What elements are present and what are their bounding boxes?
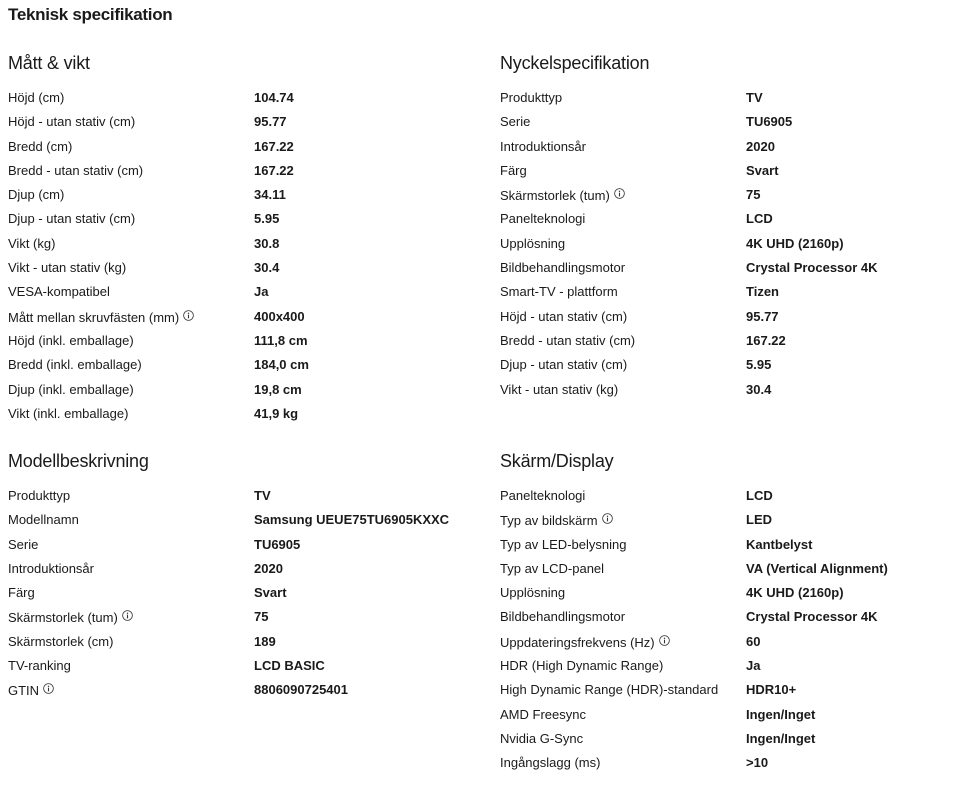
spec-label [8, 159, 143, 183]
spec-value: LED [746, 512, 772, 528]
spec-label-text: Bildbehandlingsmotor [500, 609, 626, 625]
spec-label-text: Nvidia G-Sync [500, 730, 584, 746]
spec-value: Crystal Processor 4K [746, 260, 878, 276]
spec-row [8, 110, 468, 134]
spec-row [500, 207, 950, 231]
spec-row [500, 86, 950, 110]
spec-row [500, 183, 950, 207]
info-icon[interactable] [602, 508, 613, 519]
spec-value: 5.95 [746, 357, 772, 373]
spec-label-text: Vikt (kg) [8, 235, 56, 251]
page-title: Teknisk specifikation [8, 5, 173, 24]
spec-label-text: Skärmstorlek (tum) [8, 610, 118, 626]
spec-label [8, 557, 94, 581]
spec-value: Ja [254, 284, 269, 300]
spec-label-text: Serie [500, 114, 531, 130]
spec-value: 95.77 [254, 114, 287, 130]
info-icon[interactable] [659, 630, 670, 641]
spec-row [8, 402, 468, 426]
spec-label [500, 256, 625, 280]
spec-label [8, 484, 70, 508]
spec-label [8, 86, 64, 110]
spec-value: Ingen/Inget [746, 730, 816, 746]
spec-value: 400x400 [254, 308, 305, 324]
spec-label-text: Introduktionsår [8, 560, 94, 576]
spec-label [500, 678, 718, 702]
spec-label-text: Upplösning [500, 585, 566, 601]
spec-row [8, 305, 468, 329]
spec-value: 8806090725401 [254, 682, 348, 698]
spec-label-text: Skärmstorlek (cm) [8, 633, 114, 649]
section-title: Modellbeskrivning [8, 451, 149, 471]
spec-row [500, 305, 950, 329]
spec-value: 167.22 [746, 332, 786, 348]
spec-label-text: Höjd (cm) [8, 90, 65, 105]
spec-value: Kantbelyst [746, 536, 813, 552]
spec-label [500, 378, 618, 402]
spec-label [8, 329, 134, 353]
spec-label-text: GTIN [8, 683, 40, 699]
spec-row [8, 678, 468, 702]
spec-value: Samsung UEUE75TU6905KXXC [254, 512, 450, 528]
spec-row [8, 280, 468, 304]
spec-label-text: Produkttyp [8, 488, 71, 503]
spec-label [500, 135, 586, 159]
spec-value: 4K UHD (2160p) [746, 585, 844, 601]
spec-row [500, 508, 950, 532]
spec-row [500, 581, 950, 605]
info-icon[interactable] [614, 183, 625, 194]
spec-label-text: Djup (cm) [8, 187, 65, 203]
spec-label-text: Bredd - utan stativ (cm) [8, 162, 144, 178]
spec-label [500, 207, 585, 231]
spec-label-text: Produkttyp [500, 90, 563, 105]
spec-label-text: Färg [8, 585, 35, 601]
spec-value: LCD [746, 211, 773, 227]
spec-label [8, 678, 54, 703]
spec-row [8, 378, 468, 402]
spec-row [500, 533, 950, 557]
spec-label-text: Djup (inkl. emballage) [8, 381, 134, 397]
spec-value: HDR10+ [746, 682, 797, 698]
spec-value: 167.22 [254, 138, 294, 154]
spec-label-text: VESA-kompatibel [8, 284, 110, 300]
spec-value: 111,8 cm [254, 332, 308, 348]
spec-label-text: Typ av LED-belysning [500, 536, 627, 552]
spec-value: TU6905 [254, 536, 301, 552]
spec-label [500, 232, 565, 256]
spec-row [500, 353, 950, 377]
spec-value: 184,0 cm [254, 357, 309, 373]
spec-row [8, 159, 468, 183]
spec-row [8, 135, 468, 159]
spec-value: 2020 [254, 560, 283, 576]
spec-row [8, 232, 468, 256]
spec-label [8, 110, 135, 134]
spec-label-text: Typ av LCD-panel [500, 560, 605, 576]
spec-label-text: Bredd - utan stativ (cm) [500, 332, 636, 348]
spec-label [8, 605, 133, 630]
spec-label [500, 86, 562, 110]
spec-label-text: Höjd (inkl. emballage) [8, 332, 134, 348]
spec-row [500, 256, 950, 280]
spec-label [8, 256, 126, 280]
spec-value: >10 [746, 755, 769, 771]
spec-value: 2020 [746, 138, 775, 154]
section-title: Skärm/Display [500, 451, 614, 471]
spec-label-text: Typ av bildskärm [500, 513, 598, 529]
spec-label [500, 654, 663, 678]
spec-row [8, 581, 468, 605]
spec-row [500, 484, 950, 508]
spec-label-text: Panelteknologi [500, 488, 586, 503]
spec-label-text: Serie [8, 536, 39, 552]
spec-row [8, 508, 468, 532]
spec-label-text: Skärmstorlek (tum) [500, 188, 610, 204]
spec-label [500, 630, 670, 655]
spec-row [500, 159, 950, 183]
spec-value: 30.8 [254, 235, 280, 251]
spec-row [500, 703, 950, 727]
spec-label-text: Djup - utan stativ (cm) [500, 357, 628, 373]
spec-label [8, 533, 38, 557]
spec-label-text: Vikt - utan stativ (kg) [8, 260, 127, 276]
spec-label [500, 484, 585, 508]
spec-label-text: Upplösning [500, 235, 566, 251]
spec-value: 95.77 [746, 308, 779, 324]
spec-list [500, 484, 950, 776]
spec-label [8, 402, 128, 426]
spec-value: TV [254, 488, 271, 503]
spec-value: TU6905 [746, 114, 793, 130]
spec-row [500, 232, 950, 256]
spec-label-text: Höjd - utan stativ (cm) [8, 114, 136, 130]
spec-label-text: Bredd (inkl. emballage) [8, 357, 142, 373]
spec-value: 167.22 [254, 162, 294, 178]
spec-label [8, 280, 110, 304]
spec-label-text: Introduktionsår [500, 138, 586, 154]
spec-row [8, 256, 468, 280]
info-icon[interactable] [122, 605, 133, 616]
spec-label [500, 508, 613, 533]
spec-row [500, 110, 950, 134]
spec-value: 75 [746, 187, 761, 203]
spec-label-text: High Dynamic Range (HDR)-standard [500, 682, 719, 698]
spec-row [500, 135, 950, 159]
spec-row [8, 183, 468, 207]
spec-value: Svart [746, 162, 779, 178]
section-title: Nyckelspecifikation [500, 53, 650, 73]
spec-row [500, 727, 950, 751]
spec-value: 19,8 cm [254, 381, 302, 397]
spec-row [500, 329, 950, 353]
spec-label [500, 751, 600, 775]
spec-label-text: TV-ranking [8, 658, 71, 674]
spec-value: 5.95 [254, 211, 280, 227]
spec-label-text: Mått mellan skruvfästen (mm) [8, 309, 180, 325]
section-matt-vikt [8, 49, 468, 426]
spec-row [500, 654, 950, 678]
spec-label-text: Bredd (cm) [8, 138, 73, 154]
spec-label [500, 533, 626, 557]
spec-label [8, 135, 72, 159]
spec-label [8, 353, 142, 377]
section-title: Mått & vikt [8, 53, 90, 73]
section-skarm-display [500, 447, 950, 776]
spec-row [8, 630, 468, 654]
spec-label-text: Smart-TV - plattform [500, 284, 618, 300]
spec-label-text: Panelteknologi [500, 211, 586, 227]
spec-value: 4K UHD (2160p) [746, 235, 844, 251]
spec-row [500, 557, 950, 581]
spec-label [8, 508, 79, 532]
spec-label-text: Höjd - utan stativ (cm) [500, 308, 628, 324]
spec-row [8, 329, 468, 353]
spec-label [500, 703, 586, 727]
spec-label [500, 727, 583, 751]
info-icon[interactable] [183, 305, 194, 316]
spec-label [500, 159, 527, 183]
spec-label [500, 353, 627, 377]
spec-label [8, 207, 135, 231]
spec-row [500, 378, 950, 402]
spec-label [500, 305, 627, 329]
spec-row [8, 484, 468, 508]
spec-row [8, 533, 468, 557]
spec-label-text: Vikt (inkl. emballage) [8, 405, 129, 421]
spec-value: Svart [254, 585, 287, 601]
spec-list [8, 86, 468, 426]
spec-label-text: Modellnamn [8, 512, 79, 528]
spec-value: Ingen/Inget [746, 706, 816, 722]
spec-value: 75 [254, 609, 269, 625]
spec-label [500, 329, 635, 353]
spec-list [8, 484, 468, 703]
spec-label-text: HDR (High Dynamic Range) [500, 658, 664, 674]
spec-row [8, 86, 468, 110]
spec-value: TV [746, 90, 763, 105]
spec-label [500, 110, 530, 134]
spec-value: VA (Vertical Alignment) [746, 560, 888, 576]
spec-label [8, 630, 113, 654]
spec-label [500, 605, 625, 629]
spec-value: 41,9 kg [254, 405, 299, 421]
spec-label [500, 280, 618, 304]
spec-label [500, 183, 625, 208]
spec-value: 34.11 [254, 187, 286, 203]
spec-label-text: Bildbehandlingsmotor [500, 260, 626, 276]
spec-label [500, 557, 604, 581]
spec-value: LCD [746, 488, 773, 503]
spec-label [8, 232, 55, 256]
spec-value: LCD BASIC [254, 658, 325, 674]
spec-row [500, 630, 950, 654]
spec-value: 60 [746, 633, 761, 649]
spec-label [500, 581, 565, 605]
spec-value: Crystal Processor 4K [746, 609, 878, 625]
spec-value: 104.74 [254, 90, 294, 105]
spec-label-text: Vikt - utan stativ (kg) [500, 381, 619, 397]
spec-label [8, 183, 64, 207]
spec-value: 189 [254, 633, 276, 649]
spec-row [500, 751, 950, 775]
spec-row [500, 605, 950, 629]
spec-label [8, 654, 71, 678]
spec-label-text: Ingångslagg (ms) [500, 755, 601, 771]
section-nyckelspecifikation [500, 49, 950, 402]
spec-row [8, 605, 468, 629]
spec-row [500, 280, 950, 304]
spec-label-text: Uppdateringsfrekvens (Hz) [500, 634, 655, 650]
spec-value: 30.4 [746, 381, 772, 397]
spec-value: Tizen [746, 284, 779, 300]
spec-row [8, 207, 468, 231]
info-icon[interactable] [43, 678, 54, 689]
spec-label-text: Djup - utan stativ (cm) [8, 211, 136, 227]
spec-label [8, 581, 35, 605]
spec-label [8, 378, 134, 402]
spec-list [500, 86, 950, 402]
spec-value: Ja [746, 658, 761, 674]
spec-label [8, 305, 194, 330]
spec-label-text: Färg [500, 162, 527, 178]
section-modellbeskrivning [8, 447, 468, 703]
spec-row [8, 557, 468, 581]
spec-value: 30.4 [254, 260, 280, 276]
spec-row [8, 654, 468, 678]
spec-row [500, 678, 950, 702]
spec-row [8, 353, 468, 377]
spec-label-text: AMD Freesync [500, 706, 586, 722]
